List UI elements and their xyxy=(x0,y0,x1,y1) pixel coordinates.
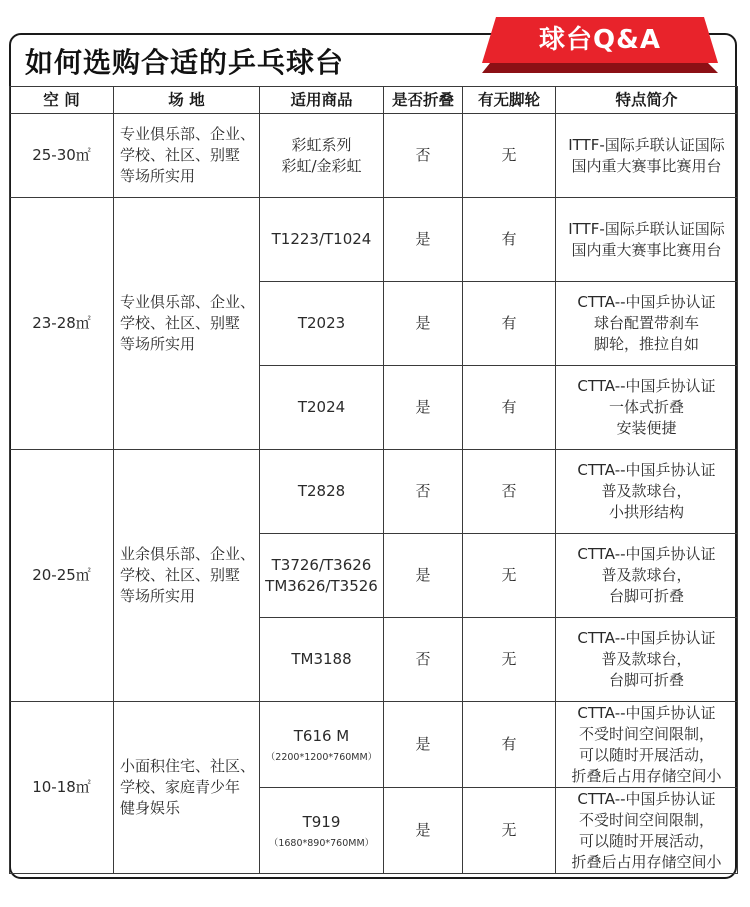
product-cell xyxy=(260,788,384,874)
venue-cell: 专业俱乐部、企业、 学校、社区、别墅 等场所实用 xyxy=(114,198,260,450)
product-cell: 彩虹系列 彩虹/金彩虹 xyxy=(260,114,384,198)
product-cell xyxy=(260,702,384,788)
wheel-cell: 有 xyxy=(463,282,556,366)
product-size: （1680*890*760MM） xyxy=(268,837,375,849)
venue-cell: 专业俱乐部、企业、 学校、社区、别墅 等场所实用 xyxy=(114,114,260,198)
venue-cell: 业余俱乐部、企业、 学校、社区、别墅 等场所实用 xyxy=(114,450,260,702)
header-space: 空 间 xyxy=(10,87,114,114)
fold-cell: 否 xyxy=(384,114,463,198)
wheel-cell: 否 xyxy=(463,450,556,534)
feature-cell: CTTA--中国乒协认证 一体式折叠 安装便捷 xyxy=(556,366,738,450)
header-row xyxy=(10,87,738,114)
header-feature: 特点简介 xyxy=(556,87,738,114)
fold-cell: 是 xyxy=(384,788,463,874)
feature-cell: CTTA--中国乒协认证 不受时间空间限制， 可以随时开展活动， 折叠后占用存储空间小 xyxy=(556,788,738,874)
wheel-cell: 有 xyxy=(463,702,556,788)
feature-cell: CTTA--中国乒协认证 不受时间空间限制， 可以随时开展活动， 折叠后占用存储空间小 xyxy=(556,702,738,788)
fold-cell: 是 xyxy=(384,366,463,450)
table-row xyxy=(10,114,738,198)
badge-label: 球台Q&A xyxy=(539,25,661,55)
space-cell: 25-30㎡ xyxy=(10,114,114,198)
product-size: （2200*1200*760MM） xyxy=(265,751,378,763)
product-cell: T2828 xyxy=(260,450,384,534)
header-wheel: 有无脚轮 xyxy=(463,87,556,114)
table-row xyxy=(10,702,738,788)
wheel-cell: 有 xyxy=(463,198,556,282)
feature-cell: ITTF-国际乒联认证国际 国内重大赛事比赛用台 xyxy=(556,114,738,198)
feature-cell: ITTF-国际乒联认证国际 国内重大赛事比赛用台 xyxy=(556,198,738,282)
product-cell: T3726/T3626 TM3626/T3526 xyxy=(260,534,384,618)
feature-cell: CTTA--中国乒协认证 球台配置带刹车 脚轮，推拉自如 xyxy=(556,282,738,366)
space-cell: 10-18㎡ xyxy=(10,702,114,874)
fold-cell: 是 xyxy=(384,198,463,282)
fold-cell: 是 xyxy=(384,702,463,788)
product-cell: T2024 xyxy=(260,366,384,450)
table-row xyxy=(10,450,738,534)
fold-cell: 否 xyxy=(384,450,463,534)
feature-cell: CTTA--中国乒协认证 普及款球台， 台脚可折叠 xyxy=(556,618,738,702)
header-venue: 场 地 xyxy=(114,87,260,114)
feature-cell: CTTA--中国乒协认证 普及款球台， 小拱形结构 xyxy=(556,450,738,534)
fold-cell: 否 xyxy=(384,618,463,702)
fold-cell: 是 xyxy=(384,534,463,618)
wheel-cell: 无 xyxy=(463,114,556,198)
product-model: T616 M xyxy=(293,726,350,745)
table-row xyxy=(10,198,738,282)
header-product: 适用商品 xyxy=(260,87,384,114)
qa-badge xyxy=(482,17,718,73)
feature-cell: CTTA--中国乒协认证 普及款球台， 台脚可折叠 xyxy=(556,534,738,618)
space-cell: 20-25㎡ xyxy=(10,450,114,702)
product-model: T919 xyxy=(302,812,341,831)
space-cell: 23-28㎡ xyxy=(10,198,114,450)
product-cell: TM3188 xyxy=(260,618,384,702)
wheel-cell: 无 xyxy=(463,618,556,702)
fold-cell: 是 xyxy=(384,282,463,366)
wheel-cell: 有 xyxy=(463,366,556,450)
wheel-cell: 无 xyxy=(463,788,556,874)
page-title: 如何选购合适的乒乓球台 xyxy=(25,46,345,79)
wheel-cell: 无 xyxy=(463,534,556,618)
selection-table xyxy=(9,86,738,874)
header-fold: 是否折叠 xyxy=(384,87,463,114)
product-cell: T1223/T1024 xyxy=(260,198,384,282)
product-cell: T2023 xyxy=(260,282,384,366)
venue-cell: 小面积住宅、社区、 学校、家庭青少年 健身娱乐 xyxy=(114,702,260,874)
